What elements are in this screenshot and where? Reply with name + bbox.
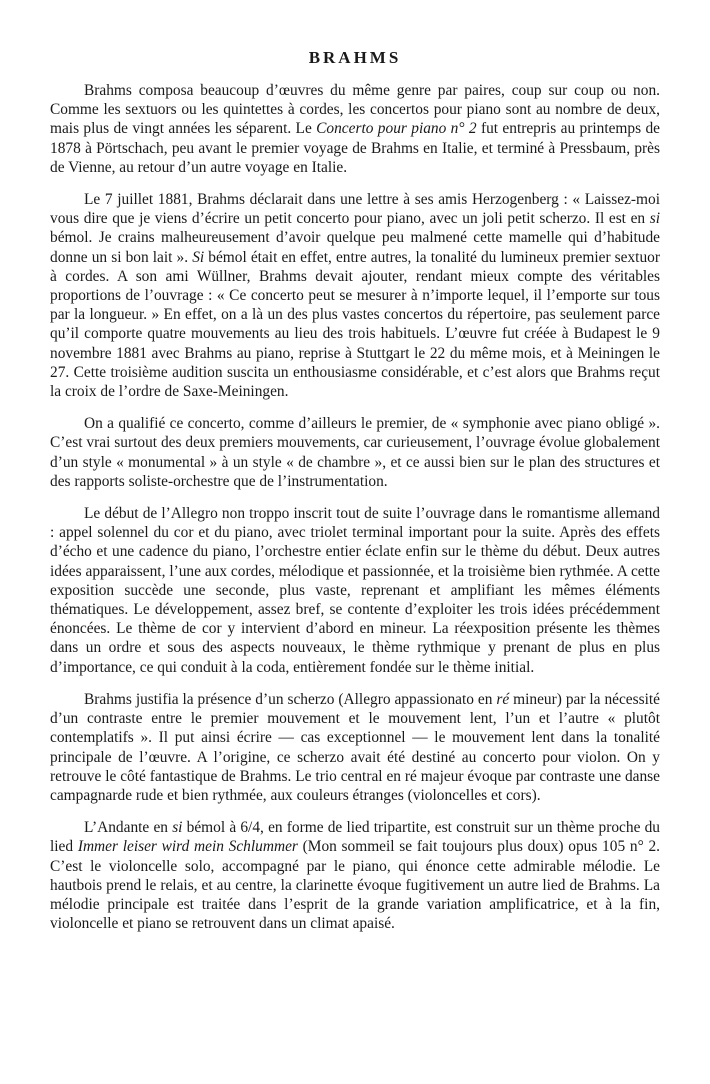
text-run: L’Andante en — [84, 819, 173, 837]
text-run: bémol à 6/4, en forme de lied tripartite, est construit sur un thème proche du lied — [50, 819, 660, 856]
text-run: Le début de l’Allegro non troppo inscrit tout de suite l’ouvrage dans le romantisme allemand : appel solennel du cor et du piano, avec triolet terminal important pour la suite. Après des effets d’écho et une cadence du piano, l’orchestre entier éclate enfin sur le thème du début. Deux autres idées apparaissent, l’une aux cordes, mélodique et passionnée, et la troisième bien rythmée. A cette exposition succède une seconde, plus vaste, reprenant et amplifiant les mêmes éléments thématiques. Le développement, assez bref, se contente d’exploiter les trois idées précédemment énoncées. Le thème de cor y intervient d’abord en mineur. La réexposition présente les thèmes dans un ordre et sous des aspects nouveaux, le thème rythmique y prenant de plus en plus d’importance, ce qui conduit à la coda, entièrement fondée sur le thème initial. — [50, 505, 660, 676]
text-run: (Mon sommeil se fait toujours plus doux) opus 105 n° 2. C’est le violoncelle solo, accompagné par le piano, qui énonce cette admirable mélodie. Le hautbois prend le relais, et au centre, la clarinette évoque fugitivement un autre lied de Brahms. La mélodie principale est traitée dans l’esprit de la grande variation amplificatrice, et à la fin, violoncelle et piano se retrouvent dans un climat apaisé. — [50, 838, 660, 933]
page-title: BRAHMS — [308, 48, 402, 67]
paragraph-2 — [50, 190, 660, 401]
text-run: On a qualifié ce concerto, comme d’ailleurs le premier, de « symphonie avec piano obligé ». C’est vrai surtout des deux premiers mouvements, car curieusement, l’ouvrage évolue globalement d’un style « monumental » à un style « de chambre », et ce aussi bien sur le plan des structures et des rapports soliste-orchestre que de l’instrumentation. — [50, 415, 660, 490]
text-run: Brahms justifia la présence d’un scherzo (Allegro appassionato en — [84, 690, 497, 708]
text-run: Brahms composa beaucoup d’œuvres du même genre par paires, coup sur coup ou non. Comme les sextuors ou les quintettes à cordes, les concertos pour piano sont au nombre de deux, mais plus de vingt années les séparent. Le — [50, 82, 660, 138]
italic-run: si — [649, 210, 660, 228]
paragraph-4 — [50, 504, 660, 677]
paragraph-5 — [50, 690, 660, 805]
paragraph-1 — [50, 81, 660, 177]
italic-run: Immer leiser wird mein Schlummer — [77, 838, 298, 856]
text-run: mineur) par la nécessité d’un contraste entre le premier mouvement et le mouvement lent, l’un et l’autre « plutôt contemplatifs ». Il put ainsi écrire — cas exceptionnel — le mouvement lent dans la tonalité principale de l’œuvre. A l’origine, ce scherzo avait été destiné au concerto pour violon. On y retrouve le côté fantastique de Brahms. Le trio central en ré majeur évoque par contraste une danse campagnarde rude et bien rythmée, aux couleurs étranges (violoncelles et cors). — [50, 690, 660, 804]
italic-run: ré — [496, 690, 510, 708]
text-run: bémol. Je crains malheureusement d’avoir quelque peu malmené cette mamelle qui d’habitude donne un si bon lait ». — [50, 229, 660, 266]
text-run: bémol était en effet, entre autres, la tonalité du lumineux premier sextuor à cordes. A son ami Wüllner, Brahms devait ajouter, rendant mieux compte des véritables proportions de l’ouvrage : « Ce concerto peut se mesurer à n’importe lequel, il l’emporte sur tous par la longueur. » En effet, on a là un des plus vastes concertos du répertoire, pas seulement parce qu’il comporte quatre mouvements au lieu des trois habituels. L’œuvre fut créée à Budapest le 9 novembre 1881 avec Brahms au piano, reprise à Stuttgart le 22 du même mois, et à Meiningen le 27. Cette troisième audition suscita un enthousiasme considérable, et c’est alors que Brahms reçut la croix de l’ordre de Saxe-Meiningen. — [50, 248, 660, 401]
text-run: Le 7 juillet 1881, Brahms déclarait dans une lettre à ses amis Herzogenberg : « Laissez-moi vous dire que je viens d’écrire un petit concerto pour piano, avec un joli petit scherzo. Il est en — [50, 191, 660, 228]
paragraph-6 — [50, 818, 660, 933]
italic-run: Concerto pour piano n° 2 — [316, 120, 477, 138]
text-run: fut entrepris au printemps de 1878 à Pörtschach, peu avant le premier voyage de Brahms en Italie, et terminé à Pressbaum, près de Vienne, au retour d’un autre voyage en Italie. — [50, 120, 660, 176]
italic-run: Si — [192, 248, 205, 266]
article-body — [50, 81, 660, 933]
italic-run: si — [172, 819, 183, 837]
paragraph-3 — [50, 414, 660, 491]
